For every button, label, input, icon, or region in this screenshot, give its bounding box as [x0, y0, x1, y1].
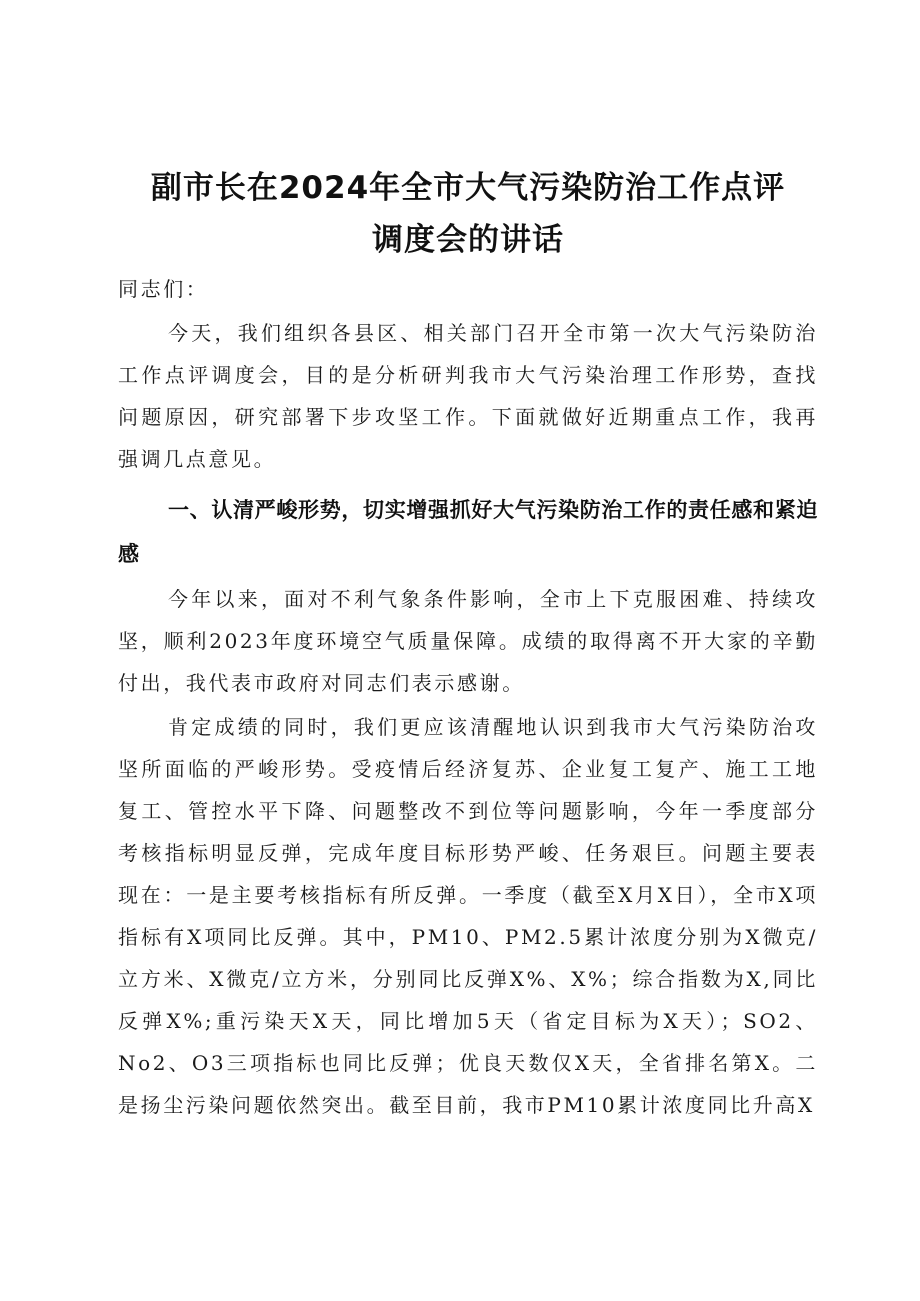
paragraph-intro: 今天，我们组织各县区、相关部门召开全市第一次大气污染防治工作点评调度会，目的是分析研判我市大气污染治理工作形势，查找问题原因，研究部署下步攻坚工作。下面就做好近期重点工作，我再强调几点意见。 — [118, 321, 818, 471]
paragraph-situation: 肯定成绩的同时，我们更应该清醒地认识到我市大气污染防治攻坚所面临的严峻形势。受疫情后经济复苏、企业复工复产、施工工地复工、管控水平下降、问题整改不到位等问题影响，今年一季度部分考核指标明显反弹，完成年度目标形势严峻、任务艰巨。问题主要表现在：一是主要考核指标有所反弹。一季度（截至X月X日），全市X项指标有X项同比反弹。其中，PM10、PM2.5累计浓度分别为X微克/立方米、X微克/立方米，分别同比反弹X%、X%；综合指数为X,同比反弹X%;重污染天X天，同比增加5天（省定目标为X天）；SO2、No2、O3三项指标也同比反弹；优良天数仅X天，全省排名第X。二是扬尘污染问题依然突出。截至目前，我市PM10累计浓度同比升高X — [118, 715, 818, 1117]
document-title-line-2: 调度会的讲话 — [372, 222, 564, 258]
paragraph-achievements: 今年以来，面对不利气象条件影响，全市上下克服困难、持续攻坚，顺利2023年度环境空气质量保障。成绩的取得离不开大家的辛勤付出，我代表市政府对同志们表示感谢。 — [118, 587, 818, 695]
section-heading-1: 一、认清严峻形势，切实增强抓好大气污染防治工作的责任感和紧迫感 — [118, 498, 818, 566]
salutation: 同志们： — [118, 277, 209, 301]
document-title-line-1: 副市长在2024年全市大气污染防治工作点评 — [150, 170, 786, 206]
